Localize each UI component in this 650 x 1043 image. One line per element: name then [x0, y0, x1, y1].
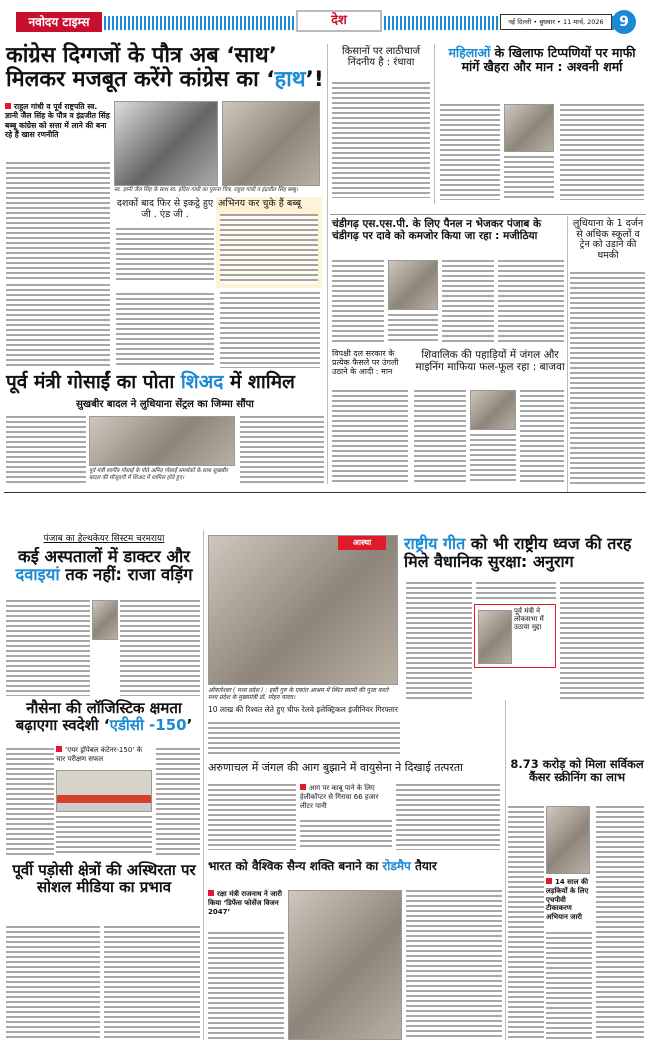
aastha-badge: आस्था: [338, 536, 386, 550]
body-text-block: [406, 890, 502, 1040]
congress-caption: स्व. ज्ञानी जैल सिंह के साथ स्व. इंदिरा गांधी का पुराना चित्र, राहुल गांधी व इंद्रजीत सिंह बब्बू।: [114, 187, 298, 193]
health-headline: कई अस्पतालों में डाक्टर और दवाइयां तक नहीं: राजा वड़िंग: [15, 547, 193, 585]
column-rule: [330, 214, 646, 215]
padosi-headline: पूर्वी पड़ोसी क्षेत्रों की अस्थिरता पर सोशल मीडिया का प्रभाव: [12, 861, 196, 896]
body-text-block: [596, 806, 644, 1040]
body-text-block: [332, 390, 408, 484]
column-rule: [4, 492, 646, 493]
health-kicker: पंजाब का हेल्थकेयर सिस्टम चरमराया: [43, 534, 165, 544]
body-text-block: [104, 926, 200, 1040]
geet-headline: राष्ट्रीय गीत को भी राष्ट्रीय ध्वज की तरह मिले वैधानिक सुरक्षा: अनुराग: [404, 534, 632, 571]
body-text-block: [240, 416, 324, 484]
geet-inset: पूर्व मंत्री ने लोकसभा में उठाया मुद्दा: [514, 607, 544, 631]
body-text-block: [220, 214, 318, 284]
chandigarh-headline: चंडीगढ़ एस.एस.पी. के लिए पैनल न भेजकर पंजाब के चंडीगढ़ पर दावे को कमजोर किया जा रहा : मजीठिया: [332, 218, 542, 242]
gosain-headline: पूर्व मंत्री गोसाईं का पोता शिअद में शामिल: [6, 371, 295, 393]
column-rule: [567, 216, 568, 492]
vipaksh-headline: विपक्षी दल सरकार के प्रत्येक फैसले पर उंगली उठाने के आदी : मान: [332, 349, 399, 376]
body-text-block: [6, 926, 100, 1040]
body-text-block: [6, 162, 110, 280]
body-text-block: [546, 932, 592, 1040]
roadmap-headline: भारत को वैश्विक सैन्य शक्ति बनाने का रोडमैप तैयार: [208, 859, 437, 873]
body-text-block: [442, 260, 494, 344]
date-line: नई दिल्ली • बुधवार • 11 मार्च, 2026: [500, 14, 612, 30]
cancer-headline: 8.73 करोड़ को मिला सर्विकल कैंसर स्क्रीनिंग का लाभ: [510, 757, 644, 784]
mahila-headline: महिलाओं के खिलाफ टिप्पणियों पर माफी मांगें खैहरा और मान : अश्वनी शर्मा: [448, 45, 636, 74]
body-text-block: [220, 292, 320, 368]
photo-bajwa: [470, 390, 516, 430]
body-text-block: [156, 748, 200, 856]
column-rule: [203, 530, 204, 1040]
page-number: 9: [612, 10, 636, 34]
body-text-block: [476, 582, 556, 600]
masthead: [0, 10, 650, 40]
cancer-subhead: 14 साल की लड़कियों के लिए एचपीवी टीकाकरण अभियान जारी: [546, 878, 592, 928]
body-text-block: [116, 228, 214, 280]
body-text-block: [406, 582, 472, 700]
photo-rajnath-vision-2047: [288, 890, 402, 1040]
body-text-block: [440, 104, 500, 200]
body-text-block: [6, 600, 90, 696]
photo-anurag-thakur: [478, 610, 512, 664]
body-text-block: [56, 816, 152, 856]
column-rule: [505, 700, 506, 1040]
body-text-block: [520, 390, 564, 484]
aastha-caption: ओंकारेश्वर ( मध्य प्रदेश ) : इसी गुरु के एकांत आश्रम में स्थित स्वामी की पूजा करते मध्य प्रदेश के मुख्यमंत्री डॉ. मोहन यादव।: [208, 687, 389, 702]
photo-aastha-omkareshwar: [208, 535, 398, 685]
body-text-block: [208, 722, 400, 754]
arunachal-headline: अरुणाचल में जंगल की आग बुझाने में वायुसेना ने दिखाई तत्परता: [208, 761, 463, 774]
column-rule: [434, 44, 435, 204]
photo-indira-zail-singh: [114, 101, 218, 186]
body-text-block: [498, 260, 564, 344]
roadmap-subhead: रक्षा मंत्री राजनाथ ने जारी किया ‘डिफेंस फोर्सेज विजन 2047’: [208, 890, 284, 928]
congress-subhead: राहुल गांधी व पूर्व राष्ट्रपति स्व. ज्ञानी जैल सिंह के पौत्र व इंद्रजीत सिंह बब्बू कांग्रेस को सत्ता में लाने की बना रहे हैं खास रणनीति: [5, 102, 111, 160]
photo-raja-warring: [92, 600, 118, 640]
column-rule: [327, 44, 328, 484]
body-text-block: [6, 284, 110, 368]
congress-headline: कांग्रेस दिग्गजों के पौत्र अब ‘साथ’ मिलकर मजबूत करेंगे कांग्रेस का ‘हाथ’!: [6, 43, 324, 93]
ludhiana-headline: लुधियाना के 1 दर्जन से अधिक स्कूलों व ट्रेन को उड़ाने की धमकी: [572, 218, 644, 261]
body-text-block: [396, 784, 500, 850]
body-text-block: [332, 82, 430, 198]
body-text-block: [300, 820, 392, 850]
body-text-block: [470, 434, 516, 484]
photo-majithia: [388, 260, 438, 310]
body-text-block: [332, 260, 384, 344]
body-text-block: [414, 390, 466, 484]
body-text-block: [508, 806, 544, 1040]
nausena-headline: नौसेना की लॉजिस्टिक क्षमता बढ़ाएगा स्वदेशी ‘एडीसी -150’: [15, 699, 193, 734]
body-text-block: [120, 600, 200, 696]
gosain-caption: पूर्व मंत्री स्वर्गीय गोसाईं के पोते अमित गोसाईं समर्थकों के साथ सुखबीर बादल की मौजूदगी में शिअद में शामिल होते हुए।: [89, 468, 228, 481]
box-title-babbu-acting: अभिनय कर चुके हैं बब्बू: [218, 198, 302, 209]
body-text-block: [570, 272, 645, 484]
kisan-headline: किसानों पर लाठीचार्ज निंदनीय है : रंधावा: [341, 46, 421, 69]
body-text-block: [6, 748, 54, 856]
body-text-block: [504, 156, 554, 200]
photo-ashwani-sharma: [504, 104, 554, 152]
brand-logo: नवोदय टाइम्स: [16, 12, 102, 32]
section-tab: देश: [296, 10, 382, 32]
body-text-block: [208, 784, 296, 850]
body-text-block: [388, 314, 438, 344]
body-text-block: [116, 293, 214, 368]
photo-nadda: [546, 806, 590, 874]
photo-rahul-babbu: [222, 101, 320, 186]
photo-adc150-container: [56, 770, 152, 812]
shivalik-headline: शिवालिक की पहाड़ियों में जंगल और माइनिंग माफिया फल-फूल रहा : बाजवा: [415, 349, 565, 373]
body-text-block: [560, 582, 644, 700]
body-text-block: [6, 416, 86, 484]
nausena-subhead: ‘एयर ड्रॉपेबल कंटेनर-150’ के चार परीक्षण सफल: [56, 746, 152, 768]
rishwat-headline: 10 लाख की रिश्वत लेते हुए चीफ रेलवे इलेक्ट्रिकल इंजीनियर गिरफ्तार: [208, 705, 398, 714]
body-text-block: [560, 104, 644, 200]
body-text-block: [208, 932, 284, 1040]
gosain-subhead: सुखबीर बादल ने लुधियाना सेंट्रल का जिम्मा सौंपा: [76, 399, 254, 410]
photo-gosain-joining: [89, 416, 235, 466]
box-title-g-and-g: दशकों बाद फिर से इकट्ठे हुए जी . एंड जी .: [116, 198, 214, 220]
arunachal-subhead: आग पर काबू पाने के लिए हेलीकॉप्टर से गिराया 66 हजार लीटर पानी: [300, 784, 392, 816]
